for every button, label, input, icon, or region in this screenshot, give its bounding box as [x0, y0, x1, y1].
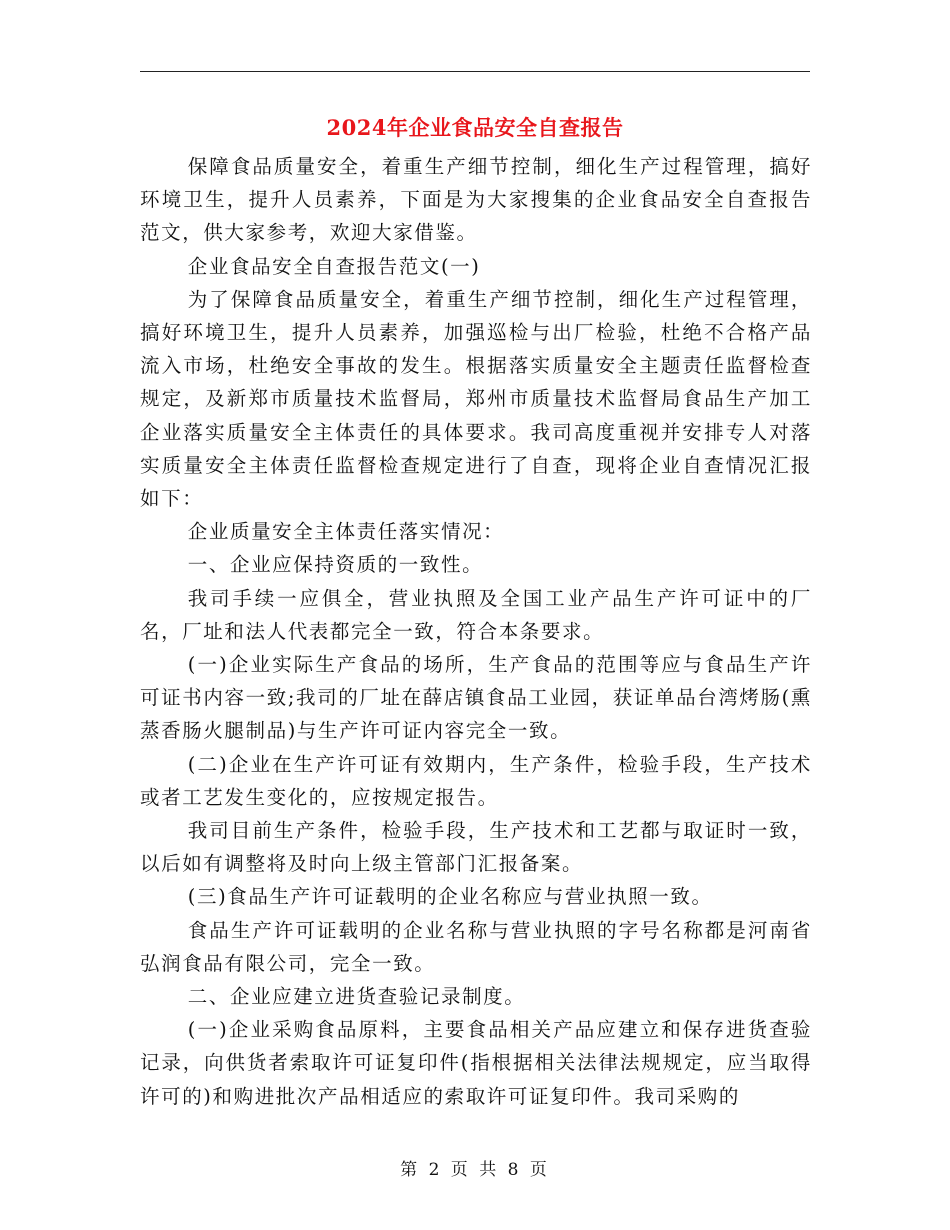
document-body [140, 150, 812, 1113]
paragraph-intro: 保障食品质量安全，着重生产细节控制，细化生产过程管理，搞好环境卫生，提升人员素养，下面是为大家搜集的企业食品安全自查报告范文，供大家参考，欢迎大家借鉴。 [140, 155, 812, 245]
paragraph: 食品生产许可证载明的企业名称与营业执照的字号名称都是河南省弘润食品有限公司，完全一致。 [140, 918, 812, 975]
paragraph: (一)企业实际生产食品的场所，生产食品的范围等应与食品生产许可证书内容一致;我司的厂址在薛店镇食品工业园，获证单品台湾烤肠(熏蒸香肠火腿制品)与生产许可证内容完全一致。 [140, 653, 812, 743]
document-title: 2024年企业食品安全自查报告 [326, 115, 624, 140]
header-rule [140, 71, 810, 72]
paragraph: (一)企业采购食品原料，主要食品相关产品应建立和保存进货查验记录，向供货者索取许可证复印件(指根据相关法律法规规定，应当取得许可的)和购进批次产品相适应的索取许可证复印件。我司采购的 [140, 1018, 812, 1108]
paragraph: 我司手续一应俱全，营业执照及全国工业产品生产许可证中的厂名，厂址和法人代表都完全一致，符合本条要求。 [140, 586, 812, 643]
page-footer: 第 2 页 共 8 页 [400, 1160, 550, 1180]
paragraph: (三)食品生产许可证载明的企业名称应与营业执照一致。 [187, 885, 713, 909]
paragraph-item-heading: 二、企业应建立进货查验记录制度。 [187, 985, 526, 1009]
paragraph: (二)企业在生产许可证有效期内，生产条件，检验手段，生产技术或者工艺发生变化的，应按规定报告。 [140, 752, 812, 809]
paragraph-section-heading: 企业质量安全主体责任落实情况： [187, 520, 505, 544]
paragraph: 为了保障食品质量安全，着重生产细节控制，细化生产过程管理，搞好环境卫生，提升人员素养，加强巡检与出厂检验，杜绝不合格产品流入市场，杜绝安全事故的发生。根据落实质量安全主题责任监督检查规定，及新郑市质量技术监督局，郑州市质量技术监督局食品生产加工企业落实质量安全主体责任的具体要求。我司高度重视并安排专人对落实质量安全主体责任监督检查规定进行了自查，现将企业自查情况汇报如下： [140, 287, 812, 511]
paragraph: 我司目前生产条件，检验手段，生产技术和工艺都与取证时一致，以后如有调整将及时向上级主管部门汇报备案。 [140, 819, 812, 876]
paragraph-item-heading: 一、企业应保持资质的一致性。 [187, 553, 484, 577]
paragraph-sample-heading: 企业食品安全自查报告范文(一) [187, 254, 481, 278]
